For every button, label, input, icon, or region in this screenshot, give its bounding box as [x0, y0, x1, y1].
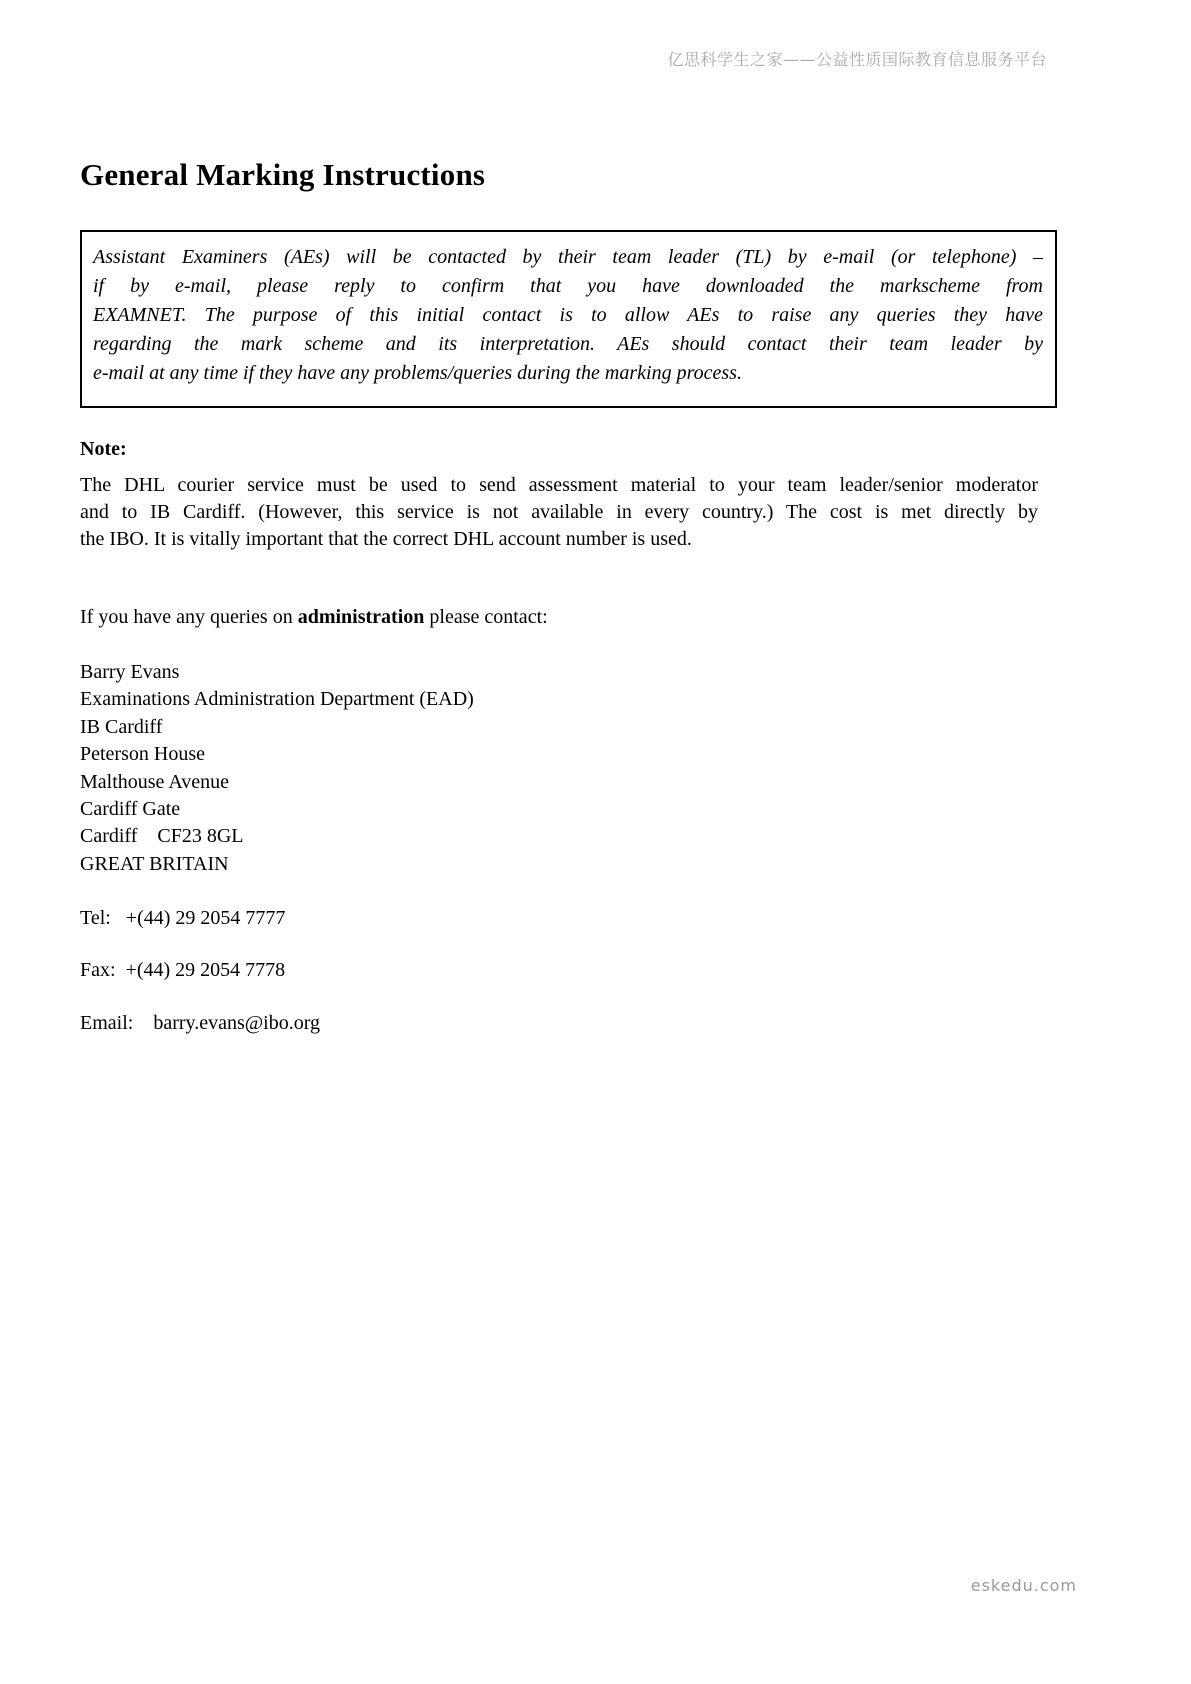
fax-line: Fax: +(44) 29 2054 7778: [80, 959, 286, 981]
address-line-street: Malthouse Avenue: [80, 770, 230, 793]
queries-suffix: please contact:: [424, 606, 548, 628]
email-line: Email: barry.evans@ibo.org: [80, 1012, 321, 1034]
address-line-city-postcode: Cardiff CF23 8GL: [80, 825, 244, 848]
header-watermark: 亿思科学生之家——公益性质国际教育信息服务平台: [667, 50, 1047, 69]
address-line-org: IB Cardiff: [80, 715, 163, 738]
page-title: General Marking Instructions: [80, 157, 486, 192]
note-line: The DHL courier service must be used to send assessment material to your team leader/senior moderator: [80, 474, 1038, 496]
note-line: the IBO. It is vitally important that the correct DHL account number is used.: [80, 528, 692, 550]
address-line-building: Peterson House: [80, 743, 205, 766]
queries-prefix: If you have any queries on: [80, 606, 298, 628]
note-paragraph: [80, 472, 1038, 553]
notice-box: [80, 230, 1057, 408]
address-line-area: Cardiff Gate: [80, 798, 181, 821]
notice-line: regarding the mark scheme and its interpretation. AEs should contact their team leader by: [93, 333, 1043, 355]
address-line-country: GREAT BRITAIN: [80, 852, 229, 875]
address-line-name: Barry Evans: [80, 661, 180, 683]
address-block: [80, 659, 474, 878]
telephone-line: Tel: +(44) 29 2054 7777: [80, 907, 286, 929]
note-label: Note:: [80, 438, 127, 460]
address-line-department: Examinations Administration Department (EAD): [80, 688, 474, 711]
note-line: and to IB Cardiff. (However, this service is not available in every country.) The cost is met directly by: [80, 501, 1038, 523]
notice-line: e-mail at any time if they have any problems/queries during the marking process.: [93, 362, 742, 384]
queries-bold-word: administration: [297, 606, 425, 628]
queries-line: [80, 604, 548, 630]
notice-line: if by e-mail, please reply to confirm that you have downloaded the markscheme from: [93, 275, 1043, 297]
footer-watermark: eskedu.com: [970, 1576, 1077, 1595]
notice-line: EXAMNET. The purpose of this initial contact is to allow AEs to raise any queries they have: [93, 304, 1043, 326]
notice-line: Assistant Examiners (AEs) will be contacted by their team leader (TL) by e-mail (or telephone) –: [93, 246, 1043, 268]
